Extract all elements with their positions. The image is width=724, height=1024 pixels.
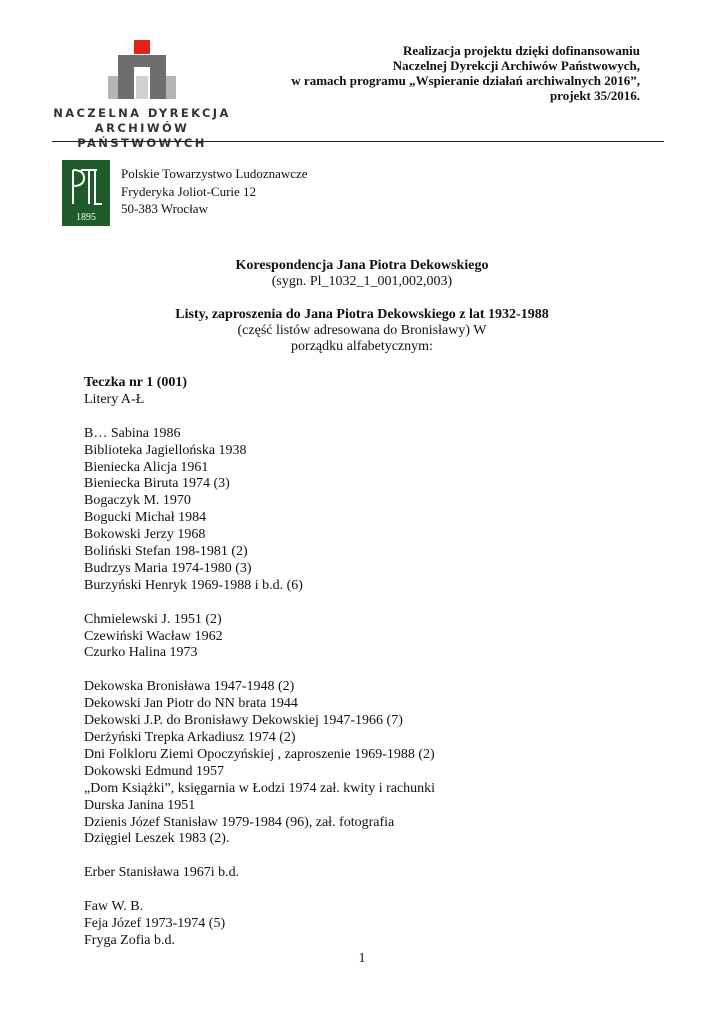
- list-item: Dokowski Edmund 1957: [84, 763, 224, 779]
- org-city: 50-383 Wrocław: [121, 201, 208, 216]
- funding-line: Naczelnej Dyrekcji Archiwów Państwowych,: [392, 58, 640, 73]
- document-title-block: [52, 258, 672, 290]
- list-item: B… Sabina 1986: [84, 425, 181, 441]
- list-item: Bokowski Jerzy 1968: [84, 527, 206, 543]
- ptl-logo: [62, 160, 110, 226]
- list-item: Bieniecka Alicja 1961: [84, 459, 209, 475]
- subtitle-line2: (część listów adresowana do Bronisławy) W: [237, 323, 487, 338]
- group-spacer: [84, 662, 435, 679]
- entry-groups: [84, 409, 435, 950]
- document-subtitle-block: [52, 307, 672, 355]
- correspondence-list: [84, 375, 435, 950]
- nda-name-line1: NACZELNA DYREKCJA: [53, 106, 231, 120]
- funding-line: w ramach programu „Wspieranie działań archiwalnych 2016”,: [291, 73, 640, 88]
- group-spacer: [84, 882, 435, 899]
- logo-red-square: [134, 40, 150, 54]
- list-item: Burzyński Henryk 1969-1988 i b.d. (6): [84, 577, 303, 593]
- list-item: Feja Józef 1973-1974 (5): [84, 915, 226, 931]
- funding-line: projekt 35/2016.: [549, 88, 640, 103]
- funding-note: [291, 43, 640, 103]
- document-title: Korespondencja Jana Piotra Dekowskiego: [235, 258, 489, 273]
- list-item: Fryga Zofia b.d.: [84, 932, 175, 948]
- nda-name-line2: ARCHIWÓW PAŃSTWOWYCH: [77, 121, 207, 150]
- list-item: Dzięgiel Leszek 1983 (2).: [84, 831, 230, 847]
- nda-name: [52, 106, 232, 151]
- list-item: Bogucki Michał 1984: [84, 510, 207, 526]
- list-item: Dekowski Jan Piotr do NN brata 1944: [84, 696, 298, 712]
- logo-right-pillar: [150, 67, 166, 99]
- list-item: Derżyński Trepka Arkadiusz 1974 (2): [84, 729, 296, 745]
- list-item: Chmielewski J. 1951 (2): [84, 611, 222, 627]
- logo-left-pillar: [118, 67, 134, 99]
- organization-address: [121, 165, 308, 218]
- nda-logo: [52, 40, 232, 150]
- list-item: Dzienis Józef Stanisław 1979-1984 (96), zał. fotografia: [84, 814, 395, 830]
- list-item: Bogaczyk M. 1970: [84, 493, 191, 509]
- list-item: Bieniecka Biruta 1974 (3): [84, 476, 230, 492]
- org-name: Polskie Towarzystwo Ludoznawcze: [121, 166, 308, 181]
- logo-right-base: [166, 76, 176, 99]
- document-subtitle: Listy, zaproszenia do Jana Piotra Dekowskiego z lat 1932-1988: [175, 307, 549, 322]
- funding-line: Realizacja projektu dzięki dofinansowaniu: [402, 43, 640, 58]
- list-item: „Dom Książki”, księgarnia w Łodzi 1974 zał. kwity i rachunki: [84, 780, 436, 796]
- logo-door: [136, 76, 148, 99]
- list-item: Durska Janina 1951: [84, 797, 196, 813]
- list-item: Dekowska Bronisława 1947-1948 (2): [84, 679, 295, 695]
- list-item: Biblioteka Jagiellońska 1938: [84, 442, 247, 458]
- folder-title: Teczka nr 1 (001): [84, 375, 188, 390]
- list-item: Dni Folkloru Ziemi Opoczyńskiej , zaproszenie 1969-1988 (2): [84, 746, 435, 762]
- list-item: Erber Stanisława 1967i b.d.: [84, 865, 240, 881]
- org-street: Fryderyka Joliot-Curie 12: [121, 183, 257, 199]
- group-spacer: [84, 595, 435, 612]
- logo-left-base: [108, 76, 118, 99]
- list-item: Boliński Stefan 198-1981 (2): [84, 544, 248, 560]
- list-item: Dekowski J.P. do Bronisławy Dekowskiej 1947-1966 (7): [84, 713, 403, 729]
- list-item: Budrzys Maria 1974-1980 (3): [84, 560, 252, 576]
- archive-building-icon: [108, 40, 176, 102]
- logo-roof: [118, 55, 166, 67]
- group-spacer: [84, 848, 435, 865]
- group-spacer: [84, 409, 435, 426]
- ptl-logo-year: 1895: [76, 212, 96, 223]
- folder-letters: Litery A-Ł: [84, 391, 145, 407]
- document-signature: (sygn. Pl_1032_1_001,002,003): [271, 274, 453, 289]
- list-item: Czurko Halina 1973: [84, 645, 198, 661]
- list-item: Czewiński Wacław 1962: [84, 628, 223, 644]
- list-item: Faw W. B.: [84, 899, 144, 915]
- subtitle-line3: porządku alfabetycznym:: [291, 339, 433, 354]
- header-divider: [52, 141, 664, 142]
- page-number: 1: [358, 951, 366, 966]
